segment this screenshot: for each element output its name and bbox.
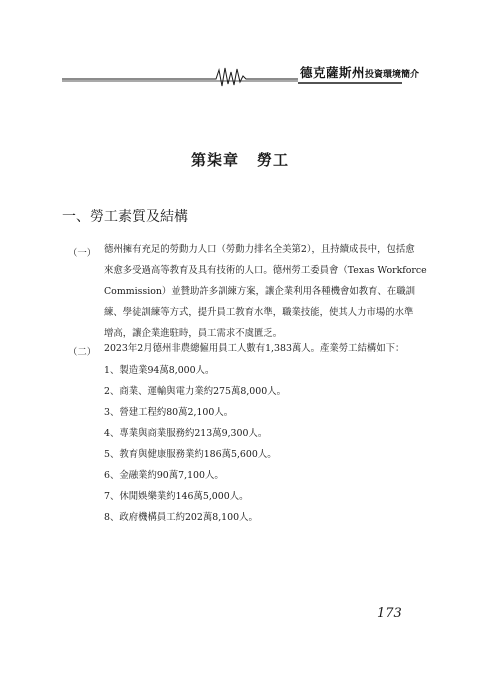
paragraph-1-line: Commission）並贊助許多訓練方案，讓企業利用各種機會如教育、在職訓: [104, 286, 416, 297]
page-number: 173: [377, 606, 402, 621]
header-title-sub: 投資環境簡介: [365, 70, 420, 80]
list-item: 8、政府機構員工約202萬8,100人。: [104, 512, 258, 523]
header-title-main: 德克薩斯州: [300, 65, 366, 80]
paragraph-1-label: （一）: [68, 248, 97, 259]
list-item: 7、休閒娛樂業約146萬5,000人。: [104, 491, 249, 502]
list-item: 3、營建工程約80萬2,100人。: [104, 407, 234, 418]
paragraph-1-line: 德州擁有充足的勞動力人口（勞動力排名全美第2），且持續成長中，包括愈: [104, 244, 415, 255]
chapter-title: 勞工: [257, 151, 290, 169]
list-item: 5、教育與健康服務業約186萬5,600人。: [104, 449, 277, 460]
paragraph-1: [104, 239, 427, 344]
paragraph-1-line: 增高，讓企業進駐時，員工需求不虞匱乏。: [104, 328, 283, 339]
paragraph-2: [104, 338, 404, 359]
list-item: 4、專業與商業服務約213萬9,300人。: [104, 428, 268, 439]
chapter-heading: [0, 149, 480, 170]
list-item: 2、商業、運輸與電力業約275萬8,000人。: [104, 386, 286, 397]
paragraph-2-line: 2023年2月德州非農總僱用員工人數有1,383萬人。產業勞工結構如下：: [104, 343, 405, 354]
section-title: 一、勞工素質及結構: [62, 209, 188, 225]
header-title: [300, 63, 419, 81]
list-item: 6、金融業約90萬7,100人。: [104, 470, 224, 481]
paragraph-1-line: 來愈多受過高等教育及具有技術的人口。德州勞工委員會（Texas Workforce: [104, 265, 427, 276]
list-item: 1、製造業94萬8,000人。: [104, 365, 215, 376]
chapter-number: 第柒章: [190, 151, 239, 169]
paragraph-1-line: 練、學徒訓練等方式，提升員工教育水準，職業技能，使其人力市場的水準: [104, 307, 414, 318]
paragraph-2-label: （二）: [68, 347, 97, 358]
